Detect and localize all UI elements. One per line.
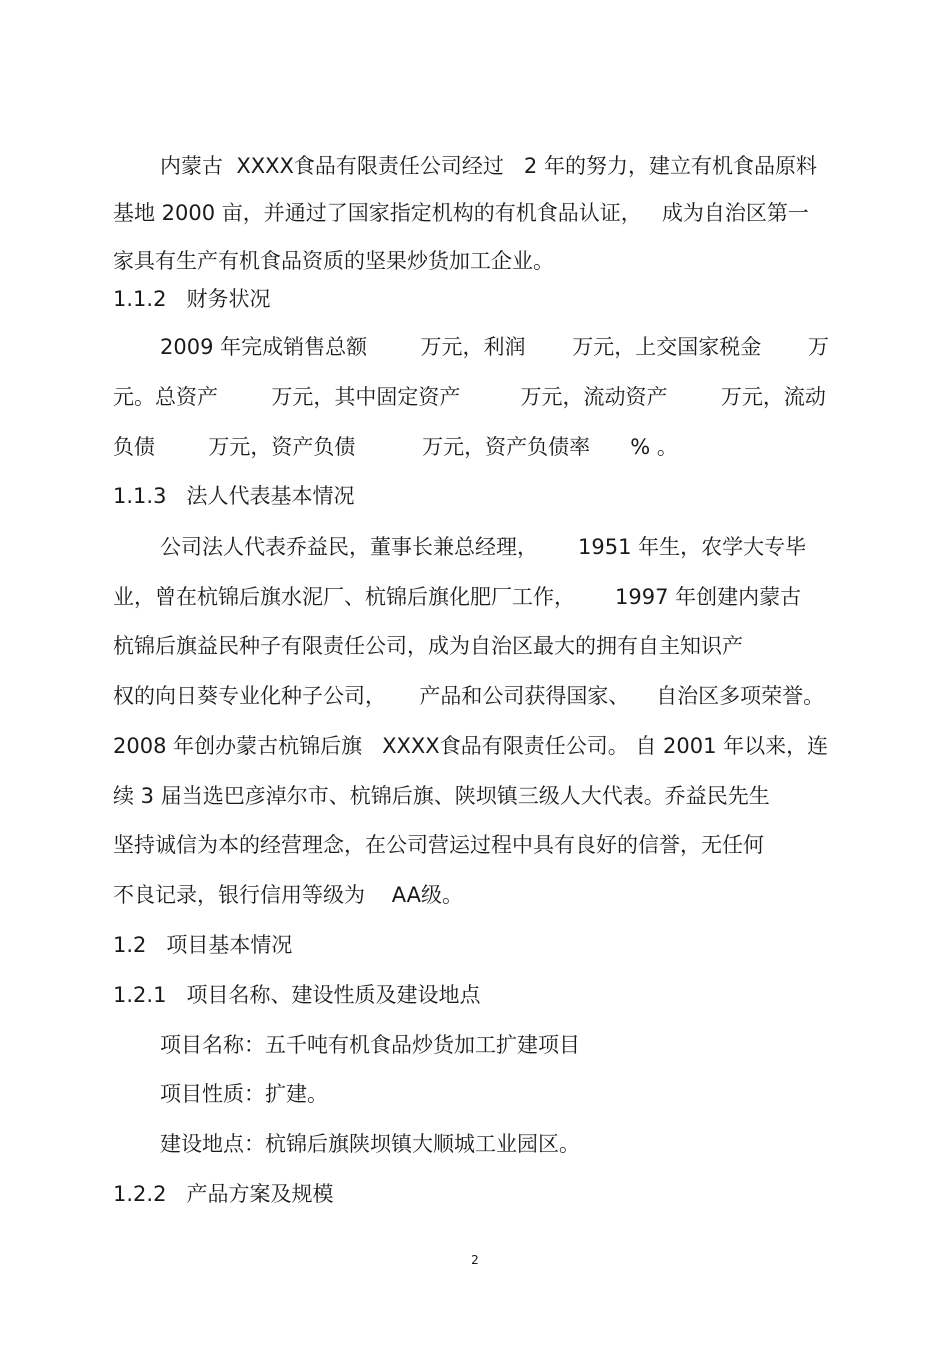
section-heading: 1.2 项目基本情况: [113, 933, 293, 957]
paragraph-line: 杭锦后旗益民种子有限责任公司，成为自治区最大的拥有自主知识产: [113, 634, 743, 658]
paragraph-line: 内蒙古 XXXX食品有限责任公司经过 2 年的努力，建立有机食品原料: [160, 154, 817, 178]
section-heading: 1.2.1 项目名称、建设性质及建设地点: [113, 983, 481, 1007]
paragraph-line: 建设地点：杭锦后旗陕坝镇大顺城工业园区。: [160, 1132, 580, 1156]
section-heading: 1.2.2 产品方案及规模: [113, 1182, 334, 1206]
paragraph-line: 权的向日葵专业化种子公司， 产品和公司获得国家、 自治区多项荣誉。: [113, 684, 825, 708]
paragraph-line: 不良记录，银行信用等级为 AA级。: [113, 883, 464, 907]
paragraph-line: 坚持诚信为本的经营理念，在公司营运过程中具有良好的信誉，无任何: [113, 833, 764, 857]
paragraph-line: 续 3 届当选巴彦淖尔市、杭锦后旗、陕坝镇三级人大代表。乔益民先生: [113, 784, 770, 808]
paragraph-line: 负债 万元，资产负债 万元，资产负债率 % 。: [113, 435, 678, 459]
paragraph-line: 家具有生产有机食品资质的坚果炒货加工企业。: [113, 249, 554, 273]
page-number: 2: [471, 1253, 479, 1267]
paragraph-line: 公司法人代表乔益民，董事长兼总经理， 1951 年生，农学大专毕: [160, 535, 807, 559]
section-heading: 1.1.3 法人代表基本情况: [113, 484, 355, 508]
paragraph-line: 2009 年完成销售总额 万元，利润 万元，上交国家税金 万: [160, 335, 829, 359]
paragraph-line: 元。总资产 万元，其中固定资产 万元，流动资产 万元，流动: [113, 385, 826, 409]
paragraph-line: 基地 2000 亩，并通过了国家指定机构的有机食品认证， 成为自治区第一: [113, 201, 809, 225]
section-heading: 1.1.2 财务状况: [113, 287, 271, 311]
paragraph-line: 项目性质：扩建。: [160, 1082, 328, 1106]
paragraph-line: 项目名称：五千吨有机食品炒货加工扩建项目: [160, 1033, 580, 1057]
paragraph-line: 业，曾在杭锦后旗水泥厂、杭锦后旗化肥厂工作， 1997 年创建内蒙古: [113, 585, 802, 609]
paragraph-line: 2008 年创办蒙古杭锦后旗 XXXX食品有限责任公司。 自 2001 年以来，连: [113, 734, 829, 758]
